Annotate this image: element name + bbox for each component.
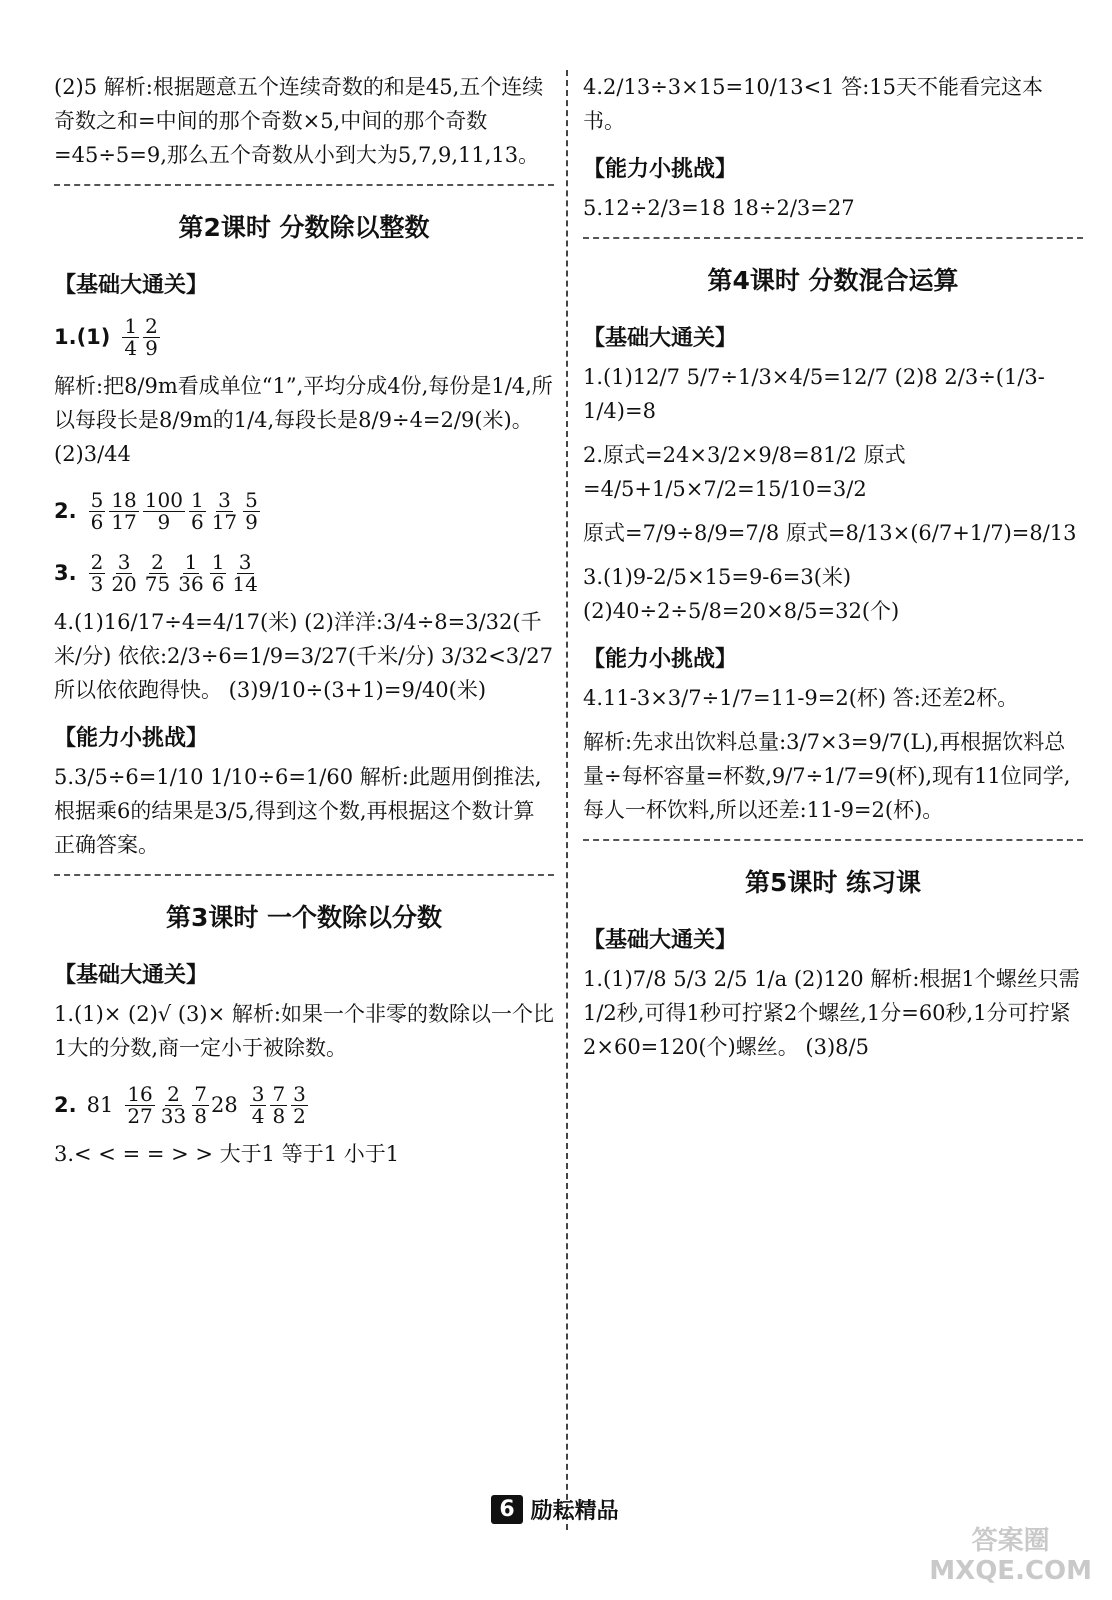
challenge-heading: 【能力小挑战】	[54, 726, 209, 751]
fraction: $\frac{3}{17}$	[211, 487, 238, 534]
intro-answer: (2)5 解析:根据题意五个连续奇数的和是45,五个连续奇数之和=中间的那个奇数×5,中间的那个奇数=45÷5=9,那么五个奇数从小到大为5,7,9,11,13。	[54, 75, 544, 167]
challenge-heading: 【能力小挑战】	[583, 647, 738, 672]
fraction: $\frac{3}{2}$	[293, 1081, 306, 1128]
page-number: 6	[491, 1495, 522, 1524]
q1-label: 1.(1)	[54, 325, 111, 349]
basic-heading: 【基础大通关】	[54, 963, 209, 988]
lesson-3-title: 第3课时 一个数除以分数	[165, 903, 443, 932]
l4-q4: 4.11-3×3/7÷1/7=11-9=2(杯) 答:还差2杯。	[583, 686, 1019, 710]
fraction: $\frac{7}{8}$	[194, 1081, 207, 1128]
challenge-heading: 【能力小挑战】	[583, 157, 738, 182]
answer-28: 28	[210, 1093, 238, 1117]
fraction: $\frac{2}{3}$	[90, 549, 104, 596]
l3-q1: 1.(1)× (2)√ (3)× 解析:如果一个非零的数除以一个比1大的分数,商一定小于被除数。	[54, 1002, 554, 1060]
divider	[54, 874, 554, 876]
l4-q1: 1.(1)12/7 5/7÷1/3×4/5=12/7 (2)8 2/3÷(1/3-1/4)=8	[583, 365, 1045, 423]
fraction: $\frac{3}{4}$	[251, 1081, 265, 1128]
fraction: $\frac{2}{33}$	[160, 1081, 187, 1128]
lesson-4-title: 第4课时 分数混合运算	[707, 266, 959, 295]
fraction: $\frac{1}{6}$	[190, 487, 204, 534]
lesson-2-title: 第2课时 分数除以整数	[178, 213, 430, 242]
fraction: $\frac{1}{36}$	[178, 549, 204, 596]
fraction: $\frac{1}{4}$	[124, 313, 138, 360]
brand-name: 励耘精品	[530, 1498, 619, 1524]
l2-q4: 4.(1)16/17÷4=4/17(米) (2)洋洋:3/4÷8=3/32(千米/分) 依依:2/3÷6=1/9=3/27(千米/分) 3/32<3/27 所以依依跑得快。 (3)9/10÷(3+1)=9/40(米)	[54, 610, 553, 702]
watermark-line1: 答案圈	[971, 1526, 1050, 1556]
fraction: $\frac{2}{75}$	[144, 549, 171, 596]
basic-heading: 【基础大通关】	[583, 326, 738, 351]
q3-label: 3.	[54, 561, 77, 585]
fraction: $\frac{3}{14}$	[232, 549, 258, 596]
fraction: $\frac{16}{27}$	[127, 1081, 153, 1128]
fraction: $\frac{3}{20}$	[111, 549, 137, 596]
l3-q3: 3.< < = = > > 大于1 等于1 小于1	[54, 1142, 400, 1166]
right-column	[583, 70, 1083, 1074]
fraction: $\frac{5}{9}$	[245, 487, 258, 534]
r-q5: 5.12÷2/3=18 18÷2/3=27	[583, 196, 855, 220]
left-column	[54, 70, 554, 1181]
l5-q1: 1.(1)7/8 5/3 2/5 1/a (2)120 解析:根据1个螺丝只需1/2秒,可得1秒可拧紧2个螺丝,1分=60秒,1分可拧紧2×60=120(个)螺丝。 (3)8/5	[583, 967, 1080, 1059]
l2-q3-row	[54, 543, 554, 603]
fraction: $\frac{1}{6}$	[211, 549, 225, 596]
lesson-5-title: 第5课时 练习课	[744, 868, 922, 897]
q2-label: 2.	[54, 499, 77, 523]
fraction: $\frac{18}{17}$	[111, 487, 137, 534]
l4-q2b: 原式=7/9÷8/9=7/8 原式=8/13×(6/7+1/7)=8/13	[583, 521, 1077, 545]
page-footer	[455, 1489, 655, 1529]
l4-analysis: 解析:先求出饮料总量:3/7×3=9/7(L),再根据饮料总量÷每杯容量=杯数,9/7÷1/7=9(杯),现有11位同学,每人一杯饮料,所以还差:11-9=2(杯)。	[583, 730, 1071, 822]
fraction: $\frac{7}{8}$	[272, 1081, 286, 1128]
fraction: $\frac{5}{6}$	[90, 487, 104, 534]
divider	[583, 237, 1083, 239]
l4-q2a: 2.原式=24×3/2×9/8=81/2 原式=4/5+1/5×7/2=15/10=3/2	[583, 443, 906, 501]
basic-heading: 【基础大通关】	[583, 928, 738, 953]
watermark	[929, 1526, 1092, 1586]
l2-q1-fractions	[54, 307, 554, 367]
l2-q5: 5.3/5÷6=1/10 1/10÷6=1/60 解析:此题用倒推法,根据乘6的结果是3/5,得到这个数,再根据这个数计算正确答案。	[54, 765, 542, 857]
fraction: $\frac{100}{9}$	[144, 487, 183, 534]
watermark-line2: MXQE.COM	[929, 1556, 1092, 1586]
basic-heading: 【基础大通关】	[54, 273, 209, 298]
l4-q3: 3.(1)9-2/5×15=9-6=3(米) (2)40÷2÷5/8=20×8/5=32(个)	[583, 565, 900, 623]
answer-81: 81	[86, 1093, 114, 1117]
divider	[54, 184, 554, 186]
divider	[583, 839, 1083, 841]
l2-q2-row	[54, 481, 554, 541]
column-divider	[566, 70, 568, 1530]
q2-label: 2.	[54, 1093, 77, 1117]
l3-q2-row	[54, 1075, 554, 1135]
l2-q1-analysis: 解析:把8/9m看成单位“1”,平均分成4份,每份是1/4,所以每段长是8/9m的1/4,每段长是8/9÷4=2/9(米)。 (2)3/44	[54, 374, 553, 466]
fraction: $\frac{2}{9}$	[145, 313, 158, 360]
r-q4: 4.2/13÷3×15=10/13<1 答:15天不能看完这本书。	[583, 75, 1044, 133]
